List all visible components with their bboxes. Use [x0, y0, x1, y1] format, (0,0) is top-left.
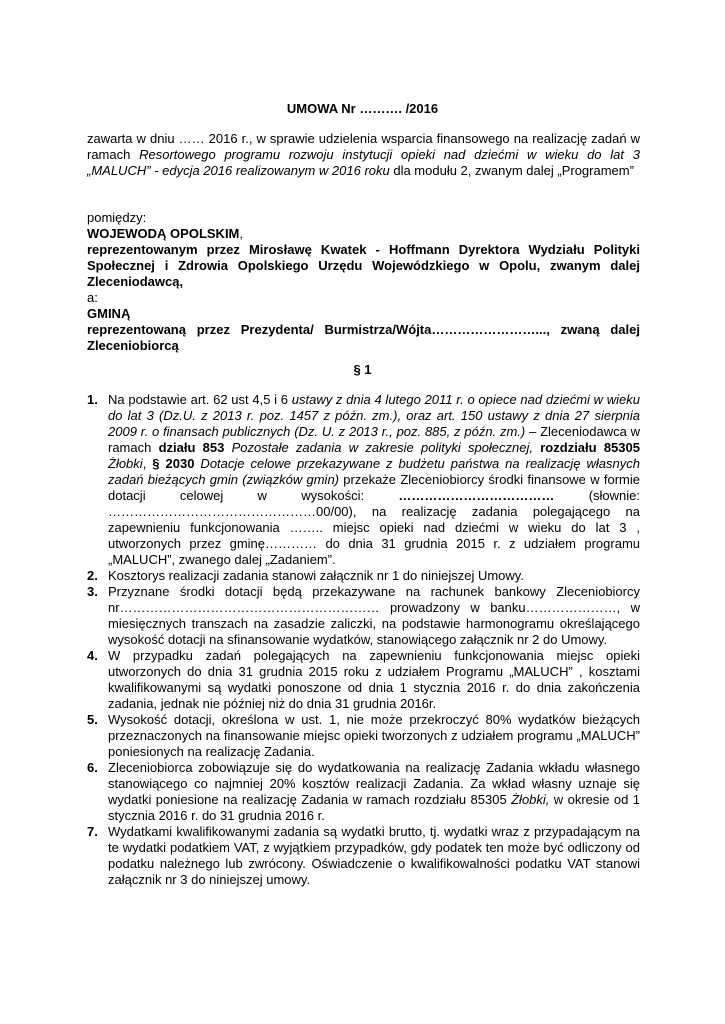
- clause-item-5: [87, 712, 640, 760]
- voivode-line: [87, 226, 640, 242]
- clause-text: Wydatkami kwalifikowanymi zadania są wydatki brutto, tj. wydatki wraz z przypadającym na te wydatki podatkiem VAT, z wyjątkiem przypadków, gdy podatek ten może być odliczony od podatku należnego lub zwrócony. Oświadczenie o kwalifikowalności podatku VAT stanowi załącznik nr 3 do niniejszej umowy.: [108, 824, 640, 887]
- clause-number: 7.: [87, 824, 98, 839]
- clause-item-3: [87, 584, 640, 648]
- clause-item-1: [87, 392, 640, 568]
- clause-text: w okresie od 1 stycznia 2016 r. do 31 grudnia 2016 r.: [108, 792, 640, 823]
- voivode-comma: ,: [239, 226, 244, 241]
- clause-paragraph-name: Dotacje celowe przekazywane z budżetu państwa na realizację własnych zadań bieżących gmin (związków gmin): [108, 456, 640, 487]
- voivode-name: WOJEWODĄ OPOLSKIM: [87, 226, 240, 241]
- intro-text: zawarta w dniu …… 2016 r., w sprawie udzielenia wsparcia finansowego na realizację zadań w ramach: [87, 131, 640, 162]
- commune-representation: reprezentowaną przez Prezydenta/ Burmistrza/Wójta……………………..., zwaną dalej Zleceniobiorcą: [87, 322, 640, 353]
- clause-text: W przypadku zadań polegających na zapewnieniu funkcjonowania miejsc opieki utworzonych do dnia 31 grudnia 2015 roku z udziałem Programu „MALUCH” , kosztami kwalifikowanymi są wydatki ponoszone od dnia 1 stycznia 2016 r. do dnia zakończenia zadania, jednak nie później niż do dnia 31 grudnia 2016r.: [108, 648, 640, 711]
- clause-paragraph-code: § 2030: [152, 456, 195, 471]
- clause-item-2: [87, 568, 640, 584]
- clause-legal-basis: ustawy z dnia 4 lutego 2011 r. o opiece nad dziećmi w wieku do lat 3 (Dz.U. z 2013 r. poz. 1457 z późn. zm.), oraz art. 150 ustawy z dnia 27 sierpnia 2009 r. o finansach publicznych (Dz. U. z 2013 r., poz. 885, z późn. zm.): [108, 392, 640, 439]
- clause-item-4: [87, 648, 640, 712]
- clause-item-7: [87, 824, 640, 888]
- clause-number: 6.: [87, 760, 98, 775]
- clause-chapter-name: Żłobki: [108, 456, 143, 471]
- clause-text: Przyznane środki dotacji będą przekazywane na rachunek bankowy Zleceniobiorcy nr…………………………………………………… prowadzony w banku…………………, w miesięcznych transzach na zasadzie zaliczki, na podstawie harmonogramu określającego wysokość dotacji na sfinansowanie wydatków, stanowiącego załącznik nr 2 do Umowy.: [108, 584, 640, 647]
- and-label: a:: [87, 290, 98, 305]
- clause-text: przekaże Zleceniobiorcy środki finansowe w formie dotacji celowej w wysokości:: [108, 472, 640, 503]
- clause-amount-blank: ………………………………: [398, 488, 555, 503]
- clause-number: 2.: [87, 568, 98, 583]
- clause-text: ,: [142, 456, 153, 471]
- intro-text-end: dla modułu 2, zwanym dalej „Programem”: [389, 163, 634, 178]
- clause-text: Wysokość dotacji, określona w ust. 1, nie może przekroczyć 80% wydatków bieżących przeznaczonych na finansowanie miejsc opieki tworzonych z udziałem programu „MALUCH” poniesionych na realizację Zadania.: [108, 712, 640, 759]
- clause-item-6: [87, 760, 640, 824]
- parties-block: [87, 210, 640, 354]
- clause-chapter-name: Żłobki,: [511, 792, 550, 807]
- clause-number: 5.: [87, 712, 98, 727]
- clause-text: (słownie: …………………………………………00/00), na realizację zadania polegającego na zapewnieniu funkcjonowania …….. miejsc opieki nad dziećmi w wieku do lat 3 , utworzonych przez gminę………… do dnia 31 grudnia 2015 r. z udziałem programu „MALUCH”, zwanego dalej „Zadaniem”.: [108, 488, 640, 567]
- clause-number: 1.: [87, 392, 98, 407]
- clause-text: – Zleceniodawca w ramach: [108, 424, 641, 455]
- voivode-representation: reprezentowanym przez Mirosławę Kwatek - Hoffmann Dyrektora Wydziału Polityki Społecznej i Zdrowia Opolskiego Urzędu Wojewódzkiego w Opolu, zwanym dalej Zleceniodawcą,: [87, 242, 640, 289]
- clause-chapter: rozdziału 85305: [540, 440, 640, 455]
- clause-number: 4.: [87, 648, 98, 663]
- document-title: UMOWA Nr ………. /2016: [286, 101, 439, 116]
- between-label: pomiędzy:: [87, 210, 147, 225]
- clause-division: działu 853: [158, 440, 225, 455]
- clause-list: [87, 392, 640, 888]
- intro-program-name: Resortowego programu rozwoju instytucji opieki nad dziećmi w wieku do lat 3 „MALUCH” - edycja 2016 realizowanym w 2016 roku: [87, 147, 641, 178]
- section-heading: § 1: [353, 362, 372, 377]
- commune-name: GMINĄ: [87, 306, 131, 321]
- clause-division-name: Pozostałe zadania w zakresie polityki społecznej,: [224, 440, 533, 455]
- clause-text: Kosztorys realizacji zadania stanowi załącznik nr 1 do niniejszej Umowy.: [108, 568, 524, 583]
- clause-number: 3.: [87, 584, 98, 599]
- clause-text: Na podstawie art. 62 ust 4,5 i 6: [108, 392, 292, 407]
- intro-paragraph: [87, 131, 640, 179]
- clause-text: Zleceniobiorca zobowiązuje się do wydatkowania na realizację Zadania wkładu własnego stanowiącego co najmniej 20% kosztów realizacji Zadania. Za wkład własny uznaje się wydatki poniesione na realizację Zadania w ramach rozdziału 85305: [108, 760, 640, 807]
